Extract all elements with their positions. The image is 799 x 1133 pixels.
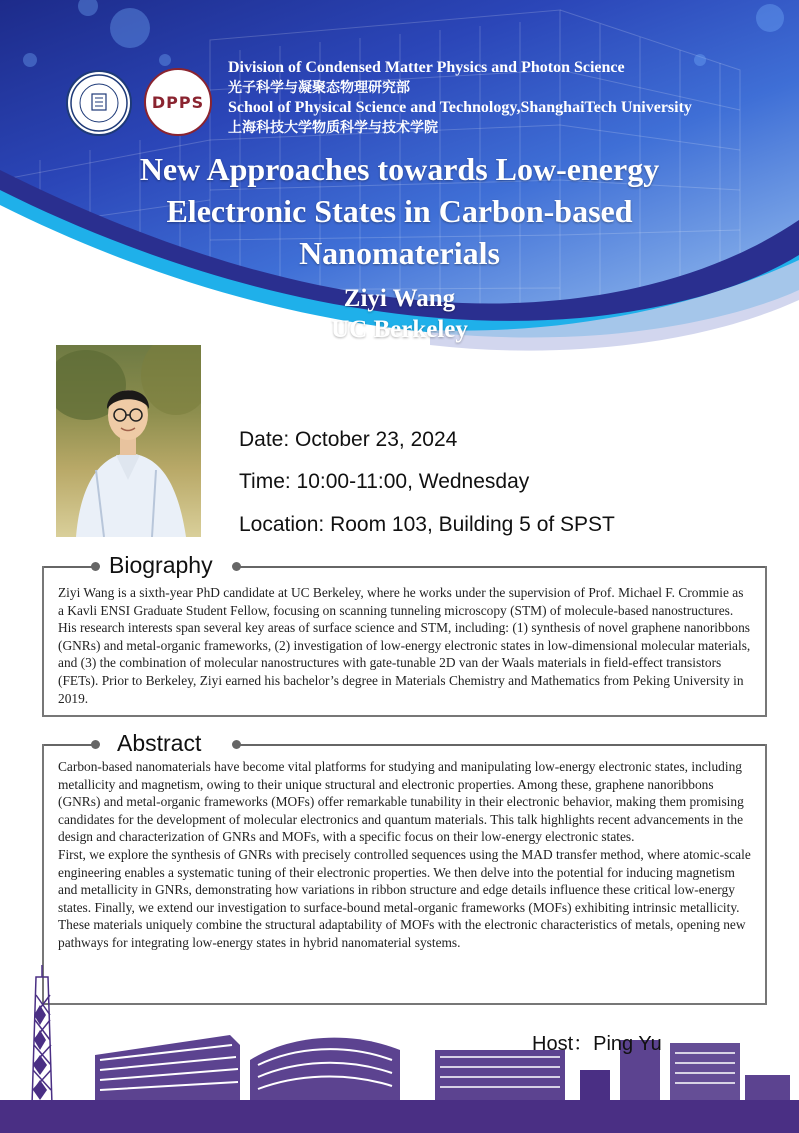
shanghaitech-logo: [66, 70, 132, 136]
host-name: Host：Ping Yu: [532, 1033, 662, 1055]
footer-band: [0, 1100, 799, 1133]
biography-text: Ziyi Wang is a sixth-year PhD candidate at UC Berkeley, where he works under the supervision of Prof. Michael F. Crommie as a Kavli ENSI Graduate Student Fellow, focusing on scanning tunneling microscopy (STM) of molecule-based nanostructures. His research interests span several key areas of surface science and STM, including: (1) synthesis of novel graphene nanoribbons (GNRs) and metal-organic frameworks, (2) investigation of low-energy electronic states in low-dimensional molecular materials, and (3) the combination of molecular nanostructures with gate-tunable 2D van der Waals materials in field-effect transistors (FETs). Prior to Berkeley, Ziyi earned his bachelor’s degree in Materials Chemistry and Mathematics from Peking University in 2019.: [58, 585, 751, 706]
biography-heading: Biography: [109, 552, 213, 578]
biography-box: [42, 566, 767, 717]
speaker-affiliation: UC Berkeley: [331, 316, 468, 343]
abstract-paragraph-2: First, we explore the synthesis of GNRs with precisely controlled sequences using the MAD transfer method, where atomic-scale engineering enables a systematic tuning of their electronic properties. We then delve into the potential for inducing magnetism and metallicity in GNRs, demonstrating how variations in ribbon structure and edge details influence these critical low-energy states. Finally, we extend our investigation to surface-bound metal-organic frameworks (MOFs) exhibiting intrinsic metallicity. These materials uniquely combine the structural adaptability of MOFs with the electronic characteristics of metals, opening new pathways for integrating low-energy states in hybrid nanomaterial systems.: [58, 846, 751, 950]
talk-title-line-2: Electronic States in Carbon-based: [166, 193, 633, 229]
building-center-icon: [250, 1038, 400, 1100]
talk-title-line-1: New Approaches towards Low-energy: [139, 151, 660, 187]
abstract-paragraph-1: Carbon-based nanomaterials have become vital platforms for studying and manipulating low-energy electronic states, including metallicity and magnetism, owing to their unique structural and electronic properties. Among these, graphene nanoribbons (GNRs) and metal-organic frameworks (MOFs) offer remarkable tunability in their electronic behavior, making them promising candidates for the development of molecular electronics and quantum materials. This talk highlights recent advancements in the design and characterization of GNRs and MOFs, with a specific focus on their low-energy electronic states.: [58, 759, 744, 845]
dpps-logo-text: DPPS: [151, 92, 205, 112]
talk-time: Time: 10:00-11:00, Wednesday: [239, 470, 530, 493]
school-name-en: School of Physical Science and Technology,ShanghaiTech University: [228, 99, 692, 116]
building-left-icon: [95, 1035, 240, 1100]
school-name-cn: 上海科技大学物质科学与技术学院: [228, 120, 438, 136]
dpps-logo: [144, 68, 212, 136]
speaker-name: Ziyi Wang: [343, 285, 456, 312]
talk-location: Location: Room 103, Building 5 of SPST: [239, 513, 615, 536]
division-name-cn: 光子科学与凝聚态物理研究部: [228, 80, 410, 96]
institution-block: [228, 58, 692, 138]
talk-date: Date: October 23, 2024: [239, 428, 458, 451]
header-banner: [0, 0, 799, 385]
footer-campus-illustration: [0, 965, 799, 1133]
abstract-heading: Abstract: [117, 730, 202, 756]
talk-title-line-3: Nanomaterials: [299, 235, 500, 271]
division-name-en: Division of Condensed Matter Physics and Photon Science: [228, 59, 625, 76]
speaker-photo: [56, 345, 201, 537]
talk-title-block: [0, 148, 799, 345]
